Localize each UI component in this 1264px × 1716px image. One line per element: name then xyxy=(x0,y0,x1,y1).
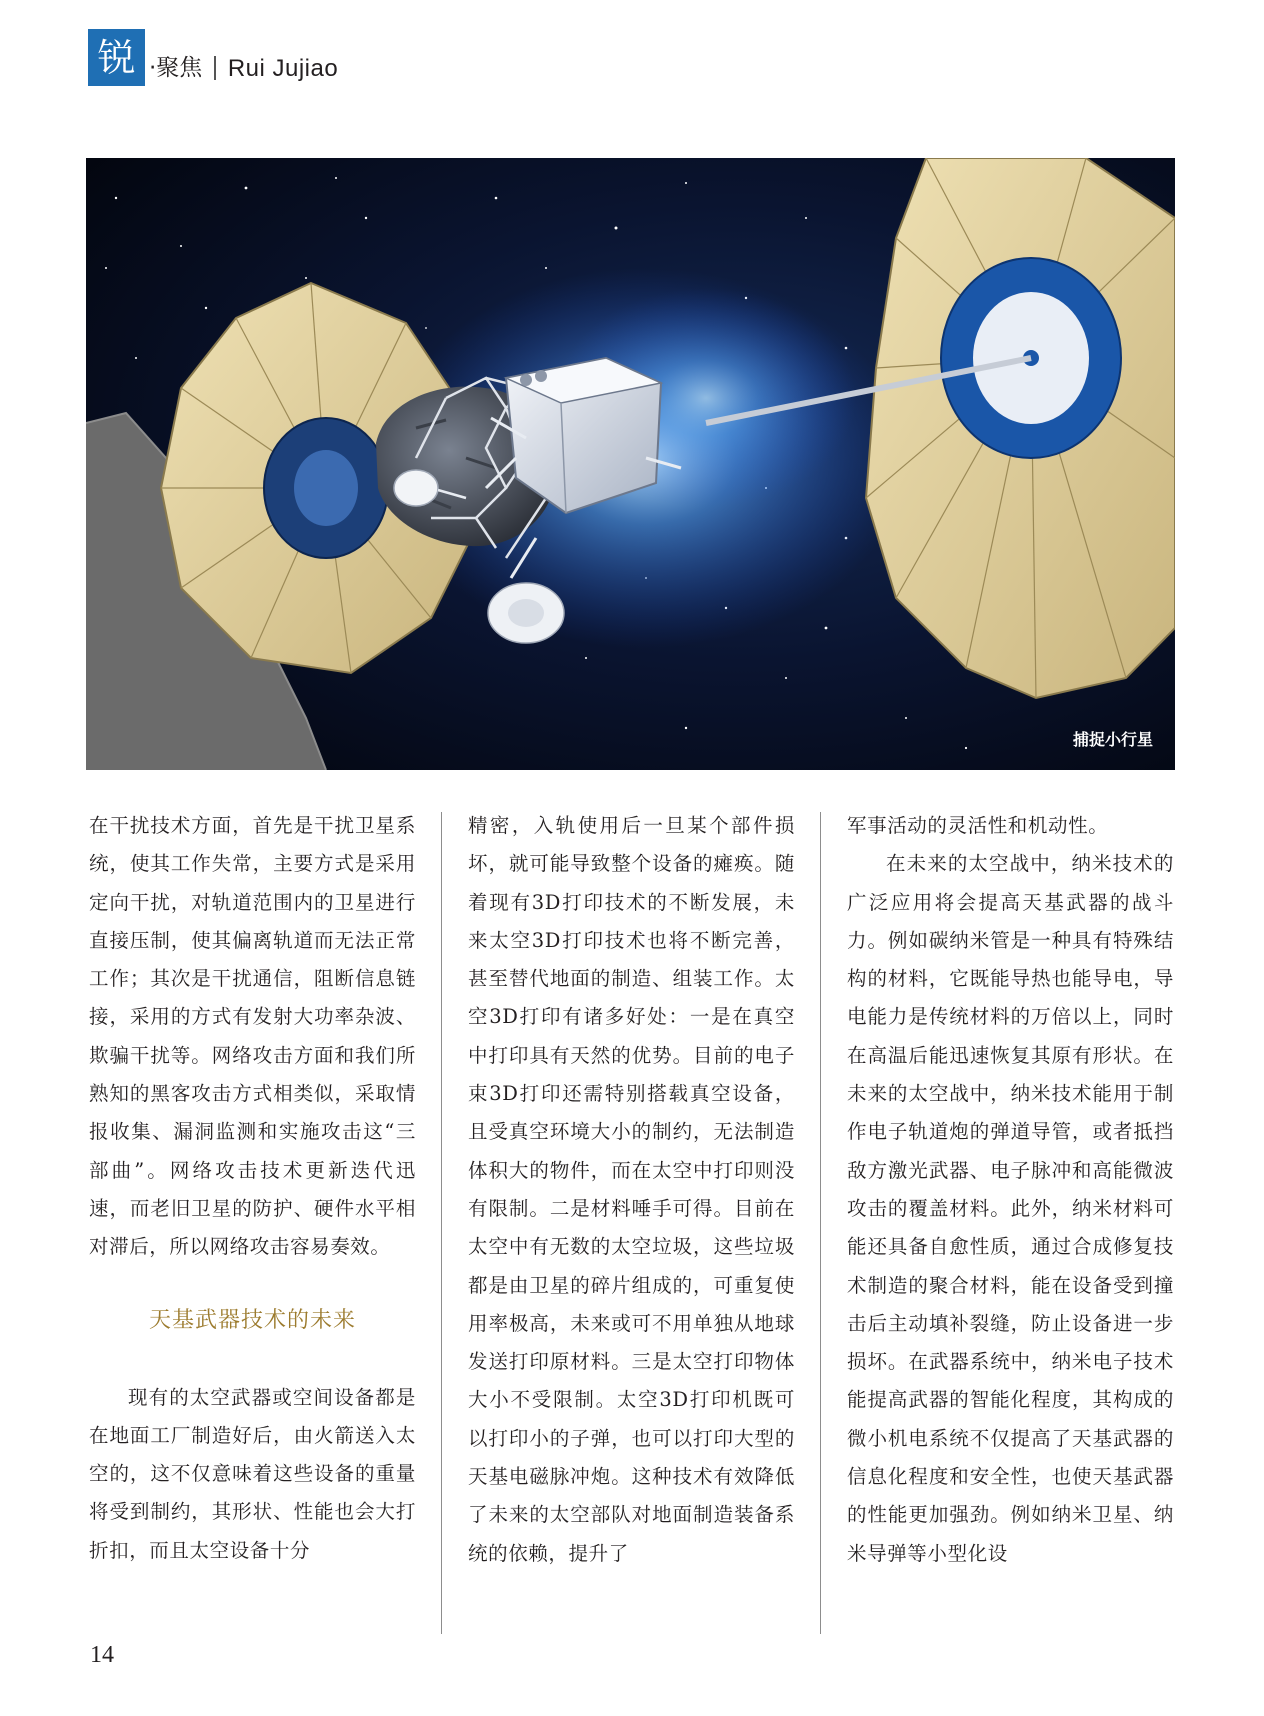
asteroid-capture-illustration xyxy=(86,158,1175,770)
page-number: 14 xyxy=(90,1642,114,1668)
paragraph: 军事活动的灵活性和机动性。 xyxy=(847,814,1109,837)
logo-char: 锐 xyxy=(97,35,136,80)
column-divider-1 xyxy=(441,812,442,1634)
antenna-dish-small xyxy=(394,470,438,506)
paragraph: 在干扰技术方面，首先是干扰卫星系统，使其工作失常，主要方式是采用定向干扰，对轨道范围内的卫星进行直接压制，使其偏离轨道而无法正常工作；其次是干扰通信，阻断信息链接，采用的方式有发射大功率杂波、欺骗干扰等。网络攻击方面和我们所熟知的黑客攻击方式相类似，采取情报收集、漏洞监测和实施攻击这“三部曲”。网络攻击技术更新迭代迅速，而老旧卫星的防护、硬件水平相对滞后，所以网络攻击容易奏效。 xyxy=(89,814,416,1259)
section-name: ·聚焦 xyxy=(149,55,203,81)
page-header xyxy=(88,26,338,86)
column-divider-2 xyxy=(820,812,821,1634)
text-column-2 xyxy=(468,807,795,1573)
hero-image xyxy=(86,158,1175,770)
section-english-title: Rui Jujiao xyxy=(227,55,339,82)
section-logo xyxy=(88,29,145,86)
text-column-3 xyxy=(847,807,1174,1573)
paragraph: 精密，入轨使用后一旦某个部件损坏，就可能导致整个设备的瘫痪。随着现有3D打印技术的不断发展，未来太空3D打印技术也将不断完善，甚至替代地面的制造、组装工作。太空3D打印有诸多好处：一是在真空中打印具有天然的优势。目前的电子束3D打印还需特别搭载真空设备，且受真空环境大小的制约，无法制造体积大的物件，而在太空中打印则没有限制。二是材料唾手可得。目前在太空中有无数的太空垃圾，这些垃圾都是由卫星的碎片组成的，可重复使用率极高，未来或可不用单独从地球发送打印原材料。三是太空打印物体大小不受限制。太空3D打印机既可以打印小的子弹，也可以打印大型的天基电磁脉冲炮。这种技术有效降低了未来的太空部队对地面制造装备系统的依赖，提升了 xyxy=(468,814,795,1565)
section-heading: 天基武器技术的未来 xyxy=(148,1307,356,1333)
paragraph: 在未来的太空战中，纳米技术的广泛应用将会提高天基武器的战斗力。例如碳纳米管是一种具有特殊结构的材料，它既能导热也能导电，导电能力是传统材料的万倍以上，同时在高温后能迅速恢复其原有形状。在未来的太空战中，纳米技术能用于制作电子轨道炮的弹道导管，或者抵挡敌方激光武器、电子脉冲和高能微波攻击的覆盖材料。此外，纳米材料可能还具备自愈性质，通过合成修复技术制造的聚合材料，能在设备受到撞击后主动填补裂缝，防止设备进一步损坏。在武器系统中，纳米电子技术能提高武器的智能化程度，其构成的微小机电系统不仅提高了天基武器的信息化程度和安全性，也使天基武器的性能更加强劲。例如纳米卫星、纳米导弹等小型化设 xyxy=(847,852,1174,1565)
figure-caption: 捕捉小行星 xyxy=(1072,730,1153,749)
header-divider xyxy=(214,56,216,80)
paragraph: 现有的太空武器或空间设备都是在地面工厂制造好后，由火箭送入太空的，这不仅意味着这些设备的重量将受到制约，其形状、性能也会大打折扣，而且太空设备十分 xyxy=(89,1385,416,1562)
text-column-1 xyxy=(89,807,416,1570)
